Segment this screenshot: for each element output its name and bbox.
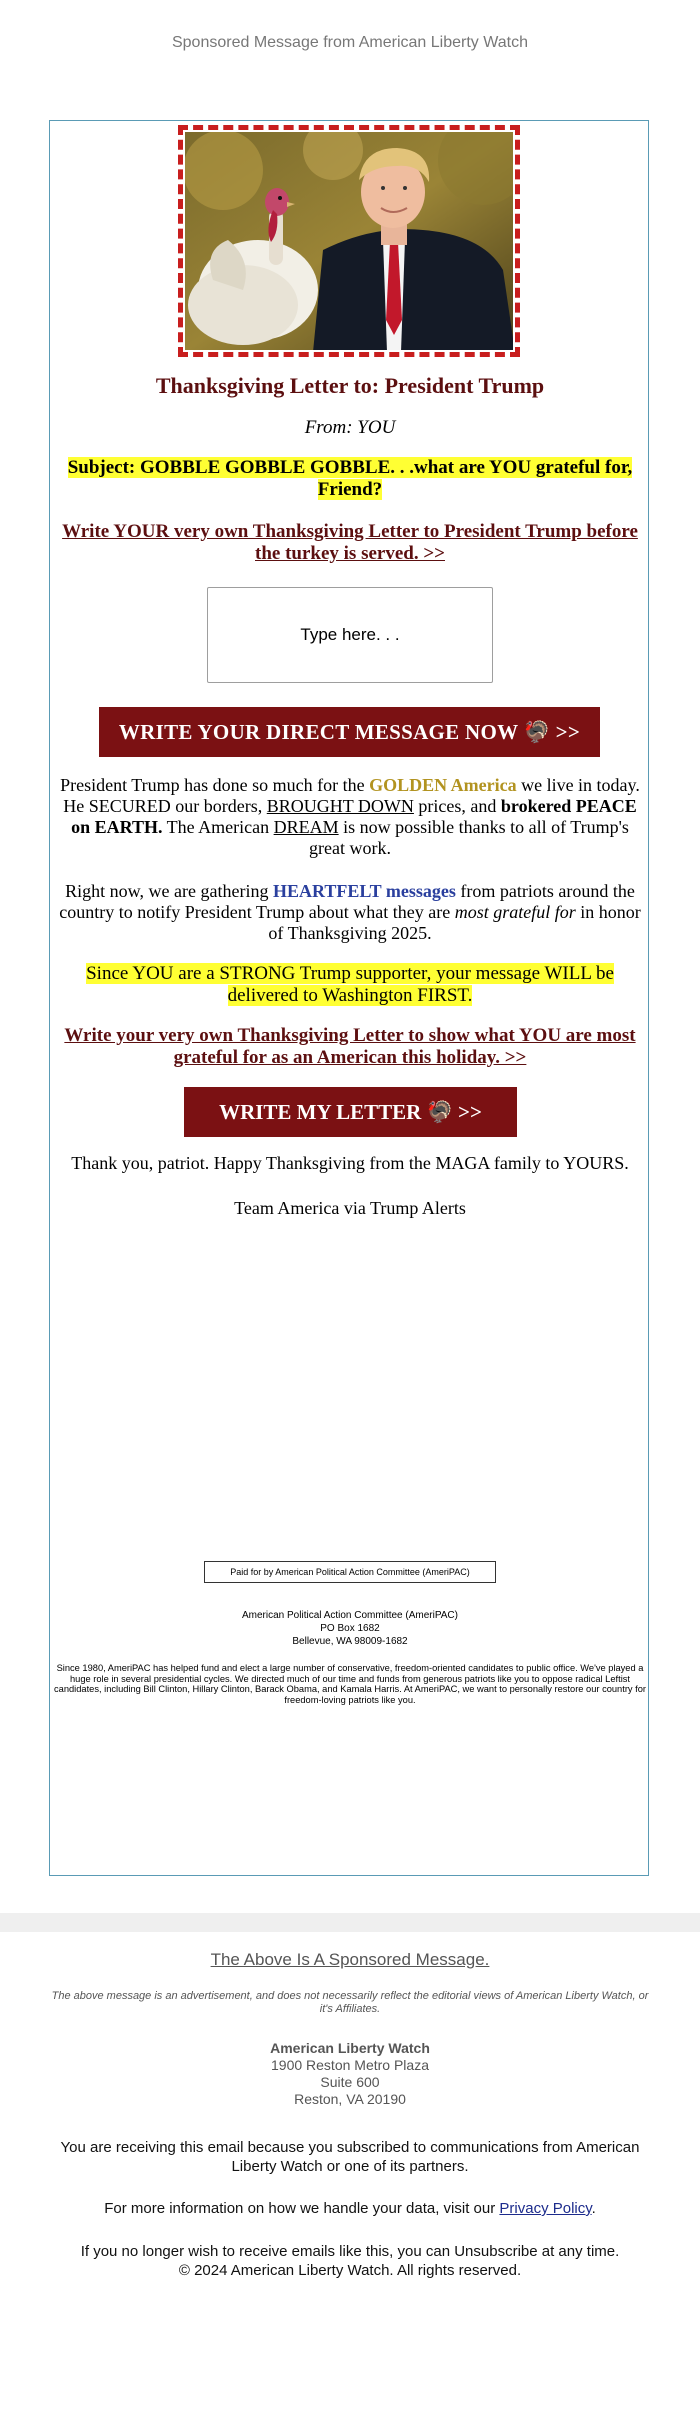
letter-from: From: YOU	[304, 417, 396, 438]
golden-america-text: GOLDEN America	[369, 775, 517, 795]
pac-name: American Political Action Committee (AmeriPAC)	[242, 1610, 458, 1621]
paragraph-supporter	[58, 963, 642, 1007]
paragraph-gathering	[54, 881, 646, 944]
p1-text-e: is now possible thanks to all of Trump's great work.	[309, 817, 629, 858]
divider-band	[0, 1913, 700, 1932]
brought-down-text: BROUGHT DOWN	[266, 796, 414, 816]
p1-text-a: President Trump has done so much for the	[60, 775, 370, 795]
privacy-suffix: .	[591, 2200, 596, 2217]
peace-on-earth-text: brokered PEACE on EARTH.	[71, 796, 637, 837]
supporter-highlight-text: Since YOU are a STRONG Trump supporter, your message WILL be delivered to Washington FIRST.	[86, 963, 614, 1006]
heartfelt-text: HEARTFELT messages	[272, 881, 456, 901]
hero-illustration	[183, 130, 515, 352]
receiving-notice: You are receiving this email because you subscribed to communications from American Liberty Watch or one of its partners.	[60, 2139, 640, 2175]
p2-text-a: Right now, we are gathering	[65, 881, 273, 901]
p1-text-c: prices, and	[413, 796, 501, 816]
thanks-line: Thank you, patriot. Happy Thanksgiving from the MAGA family to YOURS.	[71, 1153, 629, 1173]
paid-for-box: Paid for by American Political Action Committee (AmeriPAC)	[204, 1561, 496, 1583]
message-textbox[interactable]: Type here. . .	[207, 587, 493, 683]
hero-image[interactable]	[178, 125, 520, 357]
p1-text-d: The American	[162, 817, 274, 837]
company-street: 1900 Reston Metro Plaza	[271, 2057, 429, 2073]
letter-title: Thanksgiving Letter to: President Trump	[155, 373, 545, 398]
write-letter-link[interactable]: Write YOUR very own Thanksgiving Letter to President Trump before the turkey is served. >>	[62, 521, 638, 564]
p1-text-b: we live in today. He SECURED our borders,	[63, 775, 640, 816]
signoff: Team America via Trump Alerts	[234, 1198, 466, 1218]
dream-text: DREAM	[273, 817, 339, 837]
advertisement-note: The above message is an advertisement, and does not necessarily reflect the editorial views of American Liberty Watch, or it's Affiliates.	[51, 1990, 649, 2015]
privacy-line	[0, 2200, 700, 2217]
company-name: American Liberty Watch	[270, 2040, 430, 2056]
write-my-letter-button[interactable]: WRITE MY LETTER 🦃 >>	[184, 1087, 517, 1137]
pac-po-box: PO Box 1682	[320, 1623, 380, 1634]
p2-text-b: from patriots around the country to notify President Trump about what they are	[59, 881, 635, 922]
unsubscribe-block	[0, 2242, 700, 2280]
write-message-button[interactable]: WRITE YOUR DIRECT MESSAGE NOW 🦃 >>	[99, 707, 600, 757]
paragraph-accomplishments	[54, 775, 646, 859]
company-suite: Suite 600	[320, 2074, 380, 2090]
copyright-line: © 2024 American Liberty Watch. All rights reserved.	[178, 2262, 522, 2279]
p2-text-c: in honor of Thanksgiving 2025.	[268, 902, 641, 943]
privacy-prefix: For more information on how we handle your data, visit our	[104, 2200, 500, 2217]
unsubscribe-line[interactable]: If you no longer wish to receive emails like this, you can Unsubscribe at any time.	[80, 2243, 620, 2260]
sponsor-header: Sponsored Message from American Liberty Watch	[171, 34, 528, 51]
sponsored-title: The Above Is A Sponsored Message.	[210, 1950, 490, 1969]
letter-subject	[50, 457, 650, 501]
privacy-policy-link[interactable]: Privacy Policy	[499, 2200, 592, 2217]
company-address	[0, 2040, 700, 2108]
letter-subject-text: Subject: GOBBLE GOBBLE GOBBLE. . .what are YOU grateful for, Friend?	[67, 457, 633, 500]
pac-disclaimer: Since 1980, AmeriPAC has helped fund and elect a large number of conservative, freedom-oriented candidates to public office. We've played a huge role in several presidential cycles. We directed much of our time and funds from generous patriots like you to oppose radical Leftist candidates, including Bill Clinton, Hillary Clinton, Barack Obama, and Kamala Harris. At AmeriPAC, we want to personally restore our country for freedom-loving patriots like you.	[54, 1663, 646, 1705]
email-card	[49, 120, 649, 1876]
pac-address	[50, 1609, 650, 1648]
pac-city: Bellevue, WA 98009-1682	[292, 1636, 408, 1647]
write-letter-link-2[interactable]: Write your very own Thanksgiving Letter to show what YOU are most grateful for as an American this holiday. >>	[64, 1025, 636, 1068]
company-city: Reston, VA 20190	[294, 2091, 406, 2107]
most-grateful-text: most grateful for	[454, 902, 576, 922]
